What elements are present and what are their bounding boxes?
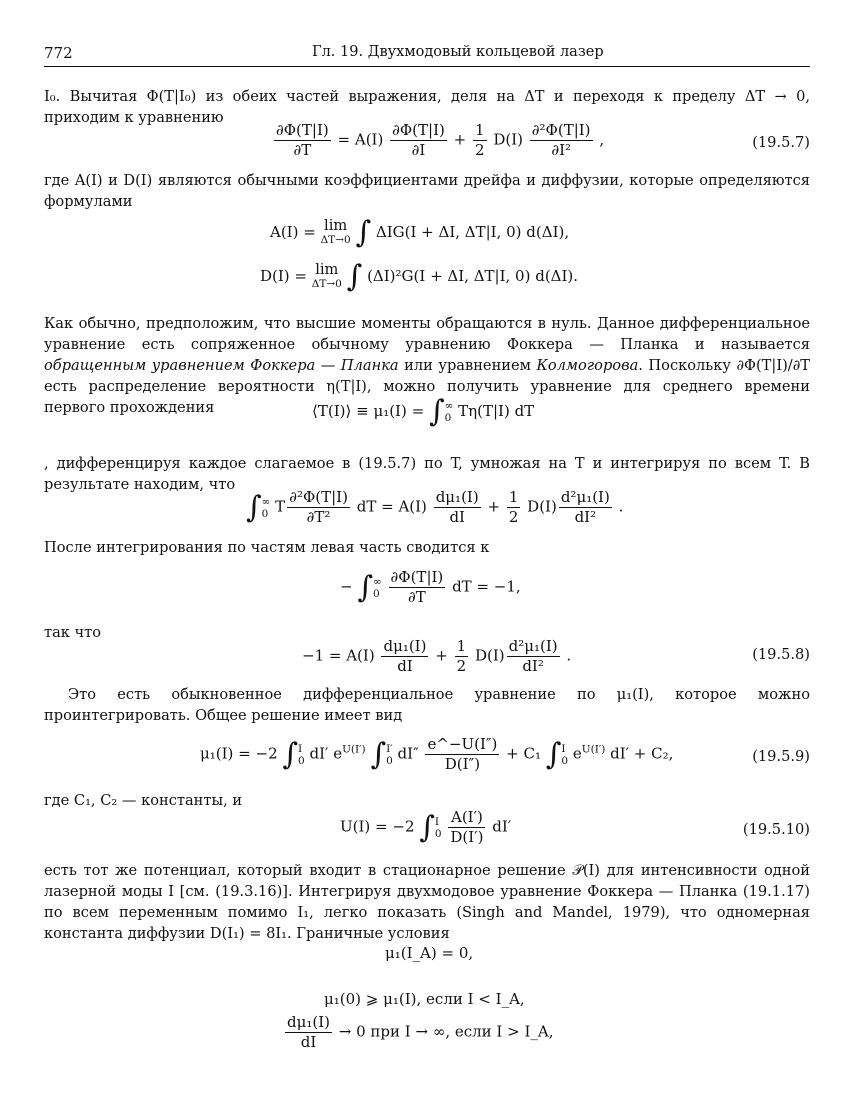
fraction <box>559 488 612 527</box>
denominator: dI² <box>574 508 597 526</box>
denominator: ∂T² <box>306 508 331 526</box>
upper-limit: ∞ <box>373 575 382 588</box>
numerator: 1 <box>456 637 467 655</box>
denominator: ∂T <box>408 588 426 606</box>
lim-sub: ΔT→0 <box>311 278 342 290</box>
upper-limit: ∞ <box>261 495 271 508</box>
exponent: U(I′) <box>581 743 606 756</box>
equation-19-5-7 <box>272 121 604 160</box>
math-text: D(I) <box>527 497 557 516</box>
integral-limits <box>262 496 271 520</box>
math-text: D(I) <box>493 130 523 149</box>
numerator: 1 <box>508 488 519 506</box>
upper-limit: I <box>434 815 440 828</box>
denominator: D(I′) <box>450 828 484 846</box>
integral-sign: ∫ <box>419 809 435 845</box>
lower-limit: 0 <box>444 412 452 424</box>
fraction <box>287 488 350 527</box>
math-text: D(I) = <box>260 267 307 285</box>
equation-number: (19.5.10) <box>742 821 810 838</box>
integral-sign: ∫ <box>355 215 372 250</box>
paragraph-5: После интегрирования по частям левая часть сводится к <box>44 539 490 556</box>
math-text: → 0 при I → ∞, если I > I_A, <box>338 1022 554 1041</box>
equation-19-5-10 <box>340 808 511 847</box>
fraction <box>455 637 469 676</box>
lim-sub: ΔT→0 <box>320 234 351 246</box>
upper-limit: I <box>298 742 303 755</box>
math-text: dI′ <box>492 817 512 836</box>
math-text: , <box>599 130 605 149</box>
running-title: Гл. 19. Двухмодовый кольцевой лазер <box>312 44 604 60</box>
denominator: 2 <box>456 657 467 675</box>
denominator: 2 <box>508 508 519 526</box>
paragraph-6: так что <box>44 624 102 641</box>
lower-limit: 0 <box>561 754 569 767</box>
header-rule <box>44 66 810 67</box>
paragraph-1: I₀. Вычитая Φ(T|I₀) из обеих частей выражения, деля на ΔT и переходя к пределу ΔT → 0, приходим к уравнению <box>44 88 810 126</box>
math-text: U(I) = −2 <box>340 817 415 836</box>
integral-limits <box>445 400 454 424</box>
fraction <box>425 735 499 774</box>
paragraph-7: Это есть обыкновенное дифференциальное уравнение по μ₁(I), которое можно проинтегрировать. Общее решение имеет вид <box>44 686 810 724</box>
math-text: + C₁ <box>506 744 541 763</box>
equation-moment <box>246 488 623 527</box>
equation-mean-time <box>312 394 535 429</box>
math-text: . <box>618 497 624 516</box>
numerator: A(I′) <box>448 808 485 828</box>
numerator: dμ₁(I) <box>383 637 427 655</box>
denominator: dI <box>449 508 465 526</box>
paragraph-9: есть тот же потенциал, который входит в стационарное решение 𝒫(I) для интенсивности одной лазерной моды I [см. (19.3.16)]. Интегрируя двухмодовое уравнение Фоккера — Планка (19.1.17) по всем переменным помимо I₁, легко показать (Singh and Mandel, 1979), что одномерная константа диффузии D(I₁) = 8I₁. Граничные условия <box>44 862 810 942</box>
fraction <box>530 121 593 160</box>
equation-diffusion <box>260 259 579 294</box>
lower-limit: 0 <box>386 754 393 767</box>
math-text: μ₁(I) = −2 <box>200 744 278 763</box>
integral-sign: ∫ <box>346 259 363 294</box>
denominator: dI <box>397 657 413 675</box>
lim-text: lim <box>315 261 339 278</box>
upper-limit: I <box>561 742 566 755</box>
text-run: или уравнением <box>398 357 537 374</box>
math-text: . <box>566 646 572 665</box>
integral-limits <box>435 816 442 840</box>
math-text: e <box>572 744 582 763</box>
boundary-condition-2: μ₁(0) ⩾ μ₁(I), если I < I_A, <box>324 990 525 1008</box>
math-text: dT = A(I) <box>356 497 427 516</box>
fraction <box>507 637 560 676</box>
numerator: ∂Φ(T|I) <box>390 568 444 586</box>
boundary-condition-3 <box>283 1013 553 1052</box>
integral-sign: ∫ <box>370 736 387 772</box>
equation-number: (19.5.9) <box>752 748 810 765</box>
math-text: (ΔI)²G(I + ΔI, ΔT|I, 0) d(ΔI). <box>367 267 579 285</box>
italic-term: Колмогорова <box>536 357 639 374</box>
numerator: dμ₁(I) <box>287 1013 330 1031</box>
running-header <box>44 44 810 66</box>
integral-sign: ∫ <box>428 394 445 429</box>
denominator: 2 <box>475 141 485 159</box>
numerator: ∂²Φ(T|I) <box>289 488 348 506</box>
integral-sign: ∫ <box>282 736 299 772</box>
equation-drift <box>270 215 570 250</box>
math-text: − <box>340 577 353 596</box>
integral-limits <box>561 743 568 767</box>
math-text: dI′ e <box>309 744 343 763</box>
equation-19-5-8 <box>302 637 571 676</box>
math-text: T <box>275 497 286 516</box>
lower-limit: 0 <box>298 754 305 767</box>
equation-19-5-9 <box>200 735 673 774</box>
numerator: ∂²Φ(T|I) <box>531 121 591 139</box>
math-text: ⟨T(I)⟩ ≡ μ₁(I) = <box>312 402 425 420</box>
fraction <box>285 1013 332 1052</box>
math-text: + <box>435 646 448 665</box>
math-text: −1 = A(I) <box>302 646 375 665</box>
denominator: dI² <box>522 657 544 675</box>
upper-limit: I′ <box>386 742 393 755</box>
denominator: D(I″) <box>444 755 481 773</box>
limit <box>312 262 342 292</box>
math-text: dT = −1, <box>452 577 521 596</box>
fraction <box>389 568 446 607</box>
numerator: 1 <box>475 121 485 139</box>
fraction <box>381 637 428 676</box>
integral-limits <box>298 743 305 767</box>
math-text: Tη(T|I) dT <box>458 402 535 420</box>
math-text: A(I) = <box>270 223 316 241</box>
math-text: + <box>487 497 501 516</box>
fraction <box>473 121 487 160</box>
denominator: ∂T <box>293 141 312 159</box>
lim-text: lim <box>324 217 348 234</box>
math-text: ΔIG(I + ΔI, ΔT|I, 0) d(ΔI), <box>375 223 570 241</box>
fraction <box>507 488 521 527</box>
numerator: ∂Φ(T|I) <box>392 121 445 139</box>
numerator: dμ₁(I) <box>435 488 479 506</box>
paragraph-8: где C₁, C₂ — константы, и <box>44 792 243 809</box>
fraction <box>274 121 331 160</box>
integral-limits <box>386 743 393 767</box>
page-number: 772 <box>44 44 73 62</box>
fraction <box>448 808 485 847</box>
denominator: dI <box>300 1033 317 1051</box>
denominator: ∂I <box>411 141 426 159</box>
equation-integration-by-parts <box>340 568 521 607</box>
numerator: d²μ₁(I) <box>508 637 558 655</box>
lower-limit: 0 <box>261 507 269 520</box>
numerator: d²μ₁(I) <box>560 488 610 506</box>
math-text: dI″ <box>397 744 419 763</box>
paragraph-4: , дифференцируя каждое слагаемое в (19.5.7) по T, умножая на T и интегрируя по всем T. В результате находим, что <box>44 455 810 493</box>
integral-limits <box>373 576 382 600</box>
math-text: D(I) <box>474 646 505 665</box>
denominator: ∂I² <box>551 141 572 159</box>
text-run: Как обычно, предположим, что высшие моменты обращаются в нуль. Данное дифференциальное уравнение есть сопряженное обычному уравнению Фоккера — Планка и называется <box>44 315 810 353</box>
fraction <box>390 121 447 160</box>
lower-limit: 0 <box>373 587 380 600</box>
integral-sign: ∫ <box>545 736 562 772</box>
italic-term: обращенным уравнением Фоккера — Планка <box>44 357 399 374</box>
fraction <box>434 488 481 527</box>
paragraph-2: где A(I) и D(I) являются обычными коэффициентами дрейфа и диффузии, которые определяются формулами <box>44 172 810 210</box>
math-text: dI′ + C₂, <box>610 744 674 763</box>
text-run: . Поскольку ∂Φ(T|I)/∂T есть распределение вероятности η(T|I), можно получить уравнение для среднего времени первого прохождения <box>44 357 810 416</box>
numerator: ∂Φ(T|I) <box>276 121 329 139</box>
numerator: e^−U(I″) <box>427 735 498 753</box>
lower-limit: 0 <box>434 827 442 840</box>
upper-limit: ∞ <box>444 400 454 412</box>
boundary-condition-1: μ₁(I_A) = 0, <box>385 944 474 962</box>
integral-sign: ∫ <box>246 489 262 525</box>
equation-number: (19.5.8) <box>752 646 810 663</box>
equation-number: (19.5.7) <box>752 134 810 151</box>
math-text: + <box>453 130 467 149</box>
exponent: U(I′) <box>342 743 366 756</box>
integral-sign: ∫ <box>357 569 373 605</box>
limit <box>321 218 351 248</box>
math-text: = A(I) <box>337 130 384 149</box>
